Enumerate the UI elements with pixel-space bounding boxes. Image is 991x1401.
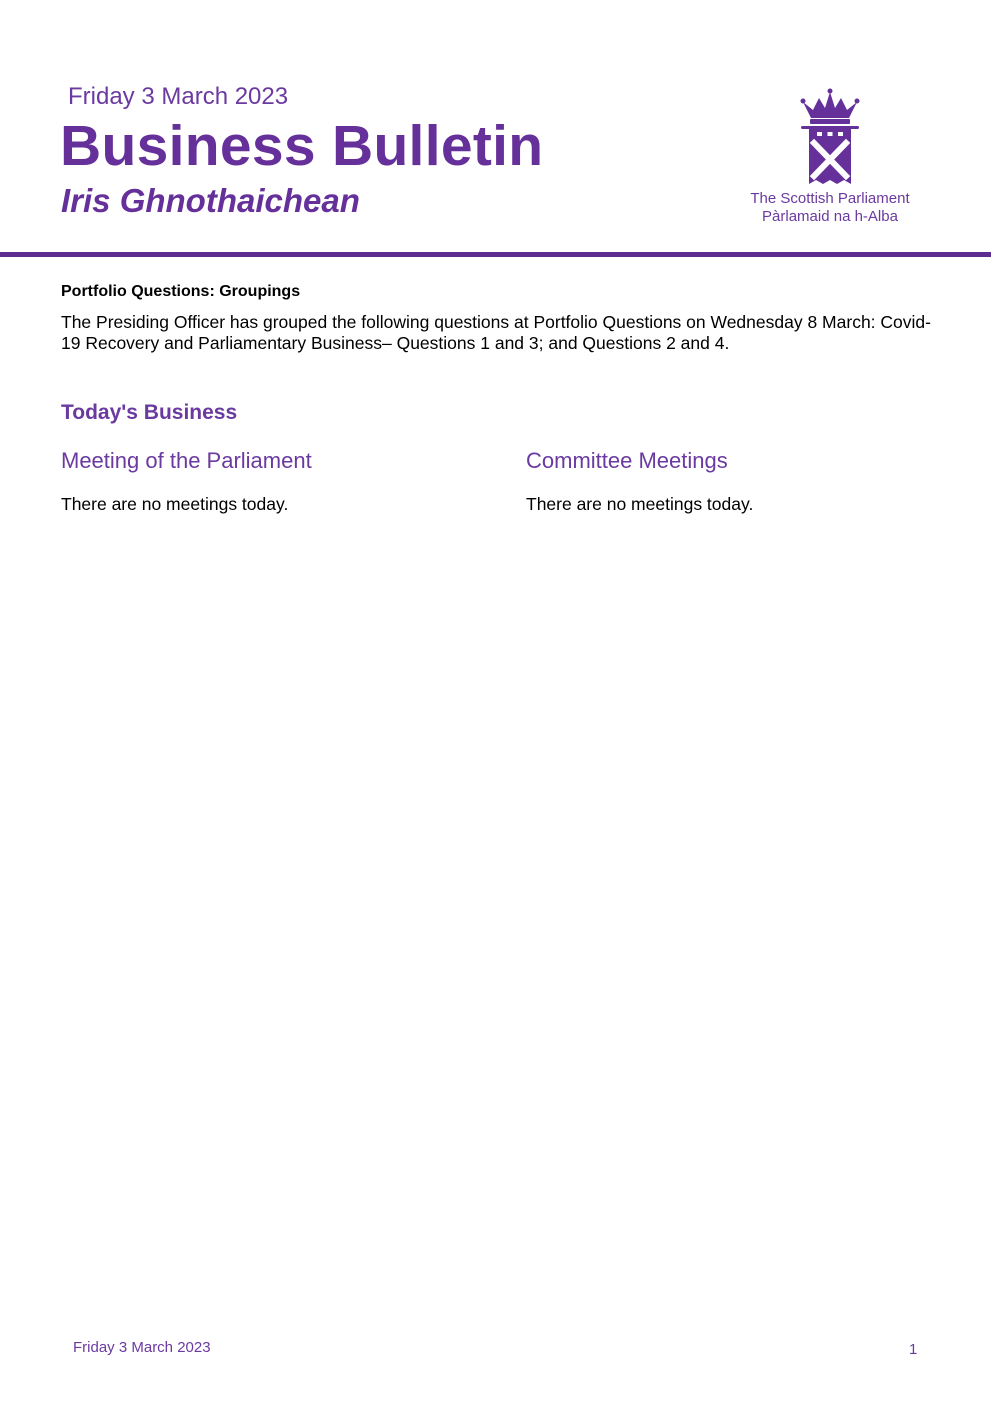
committee-meetings-heading: Committee Meetings [526,448,728,473]
todays-business-heading: Today's Business [61,401,238,424]
logo-line-gaelic: Pàrlamaid na h-Alba [762,208,898,225]
meeting-of-parliament-body: There are no meetings today. [61,494,289,514]
portfolio-questions-heading: Portfolio Questions: Groupings [61,283,301,300]
scottish-parliament-crown-saltire-icon [797,88,863,188]
page-number: 1 [909,1341,918,1358]
page-subtitle-gaelic: Iris Ghnothaichean [61,182,360,219]
bulletin-date: Friday 3 March 2023 [68,83,289,110]
header-divider [0,252,991,257]
parliament-logo-text [730,190,930,226]
portfolio-questions-body: The Presiding Officer has grouped the following questions at Portfolio Questions on Wednesday 8 March: Covid-19 Recovery and Parliamentary Business– Questions 1 and 3; and Questions 2 and 4. [61,312,931,353]
committee-meetings-body: There are no meetings today. [526,494,754,514]
logo-line-english: The Scottish Parliament [750,190,910,207]
footer-date: Friday 3 March 2023 [73,1339,211,1356]
page-title: Business Bulletin [60,114,544,178]
meeting-of-parliament-heading: Meeting of the Parliament [61,448,312,473]
